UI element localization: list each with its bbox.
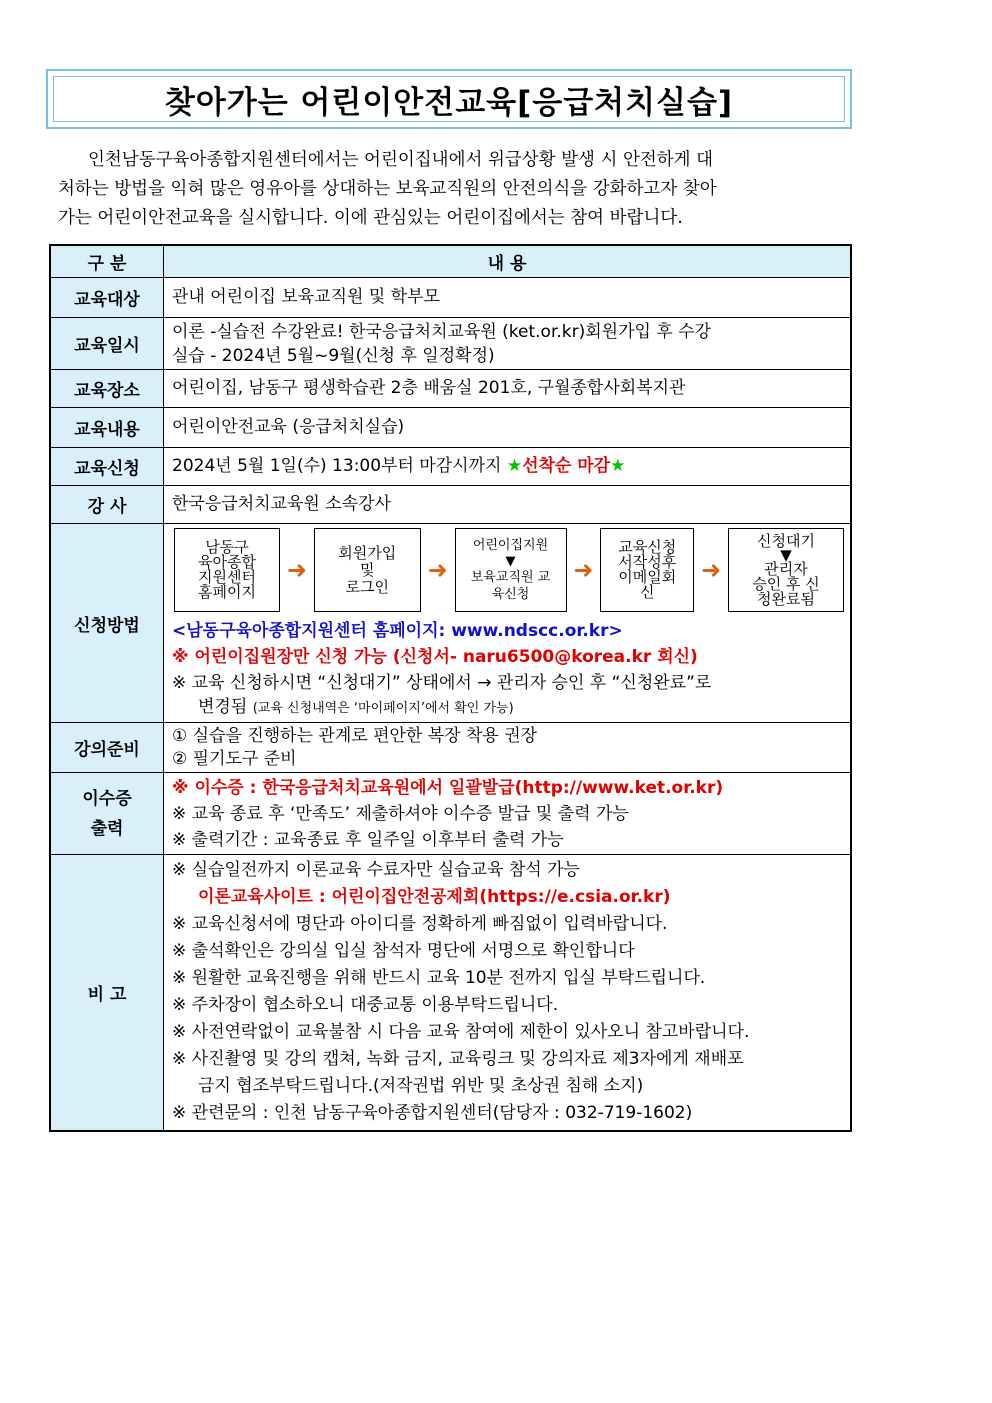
arrow-icon: ➜ — [701, 556, 722, 584]
homepage-link: <남동구육아종합지원센터 홈페이지: www.ndscc.or.kr> — [172, 621, 623, 641]
row-lecturer — [50, 486, 851, 524]
value-apply: 2024년 5월 1일(수) 13:00부터 마감시까지 ★선착순 마감★ — [164, 448, 852, 486]
step-apply: 어린이집지원 ▼ 보육교직원 교 육신청 — [455, 528, 567, 612]
value-place: 어린이집, 남동구 평생학습관 2층 배움실 201호, 구월종합사회복지관 — [164, 370, 852, 408]
info-table — [49, 244, 852, 1132]
arrow-icon: ➜ — [573, 556, 594, 584]
step-email: 교육신청 서작성후 이메일회 신 — [600, 528, 694, 612]
intro-line: 처하는 방법을 익혀 많은 영유아를 상대하는 보육교직원의 안전의식을 강화하고자 찾아 — [58, 179, 717, 199]
row-date — [50, 318, 851, 370]
step-signup: 회원가입 및 로그인 — [314, 528, 421, 612]
contact-info: ※ 관련문의 : 인천 남동구육아종합지원센터(담당자 : 032-719-1602) — [172, 1103, 693, 1124]
intro-paragraph — [58, 146, 848, 233]
header-category: 구 분 — [50, 245, 164, 278]
row-target — [50, 278, 851, 318]
label-place: 교육장소 — [50, 370, 164, 408]
label-prep: 강의준비 — [50, 723, 164, 773]
arrow-icon: ➜ — [427, 556, 448, 584]
star-icon: ★ — [610, 456, 626, 476]
label-date: 교육일시 — [50, 318, 164, 370]
label-remarks: 비 고 — [50, 855, 164, 1131]
value-content: 어린이안전교육 (응급처치실습) — [164, 408, 852, 448]
value-cert: ※ 이수증 : 한국응급처치교육원에서 일괄발급(http://www.ket.or.kr) ※ 교육 종료 후 ‘만족도’ 제출하셔야 이수증 발급 및 출력 가능 ※ 출력기간 : 교육종료 후 일주일 이후부터 출력 가능 — [164, 773, 852, 855]
value-date — [164, 318, 852, 370]
step-approval: 신청대기 ▼ 관리자 승인 후 신 청완료됨 — [728, 528, 844, 612]
date-line: 실습 - 2024년 5월~9월(신청 후 일정확정) — [172, 345, 495, 366]
intro-line: 가는 어린이안전교육을 실시합니다. 이에 관심있는 어린이집에서는 참여 바랍니다. — [58, 208, 683, 228]
label-cert: 이수증 출력 — [50, 773, 164, 855]
row-content — [50, 408, 851, 448]
date-line: 이론 -실습전 수강완료! 한국응급처치교육원 (ket.or.kr)회원가입 후 수강 — [172, 321, 712, 342]
intro-line: 인천남동구육아종합지원센터에서는 어린이집내에서 위급상황 발생 시 안전하게 대 — [88, 150, 714, 170]
process-steps — [172, 524, 844, 618]
label-apply: 교육신청 — [50, 448, 164, 486]
value-prep: ① 실습을 진행하는 관계로 편안한 복장 착용 권장 ② 필기도구 준비 — [164, 723, 852, 773]
header-content: 내 용 — [164, 245, 852, 278]
status-note: ※ 교육 신청하시면 “신청대기” 상태에서 → 관리자 승인 후 “신청완료”로 — [172, 673, 712, 693]
value-lecturer: 한국응급처치교육원 소속강사 — [164, 486, 852, 524]
row-prep — [50, 723, 851, 773]
director-only-note: ※ 어린이집원장만 신청 가능 (신청서- naru6500@korea.kr 회신) — [172, 647, 698, 667]
star-icon: ★ — [506, 456, 523, 476]
label-content: 교육내용 — [50, 408, 164, 448]
row-place — [50, 370, 851, 408]
step-homepage: 남동구 육아종합 지원센터 홈페이지 — [174, 528, 280, 612]
row-apply — [50, 448, 851, 486]
arrow-icon: ➜ — [286, 556, 307, 584]
table-header — [50, 245, 851, 278]
theory-site-link: 이론교육사이트 : 어린이집안전공제회(https://e.csia.or.kr) — [198, 887, 671, 908]
status-note-cont: 변경됨 (교육 신청내역은 ‘마이페이지’에서 확인 가능) — [198, 697, 514, 717]
label-lecturer: 강 사 — [50, 486, 164, 524]
value-remarks: ※ 실습일전까지 이론교육 수료자만 실습교육 참석 가능 이론교육사이트 : 어린이집안전공제회(https://e.csia.or.kr) ※ 교육신청서에 명단과 아이디를 정확하게 빠짐없이 입력바랍니다. ※ 출석확인은 강의실 입실 참석자 명단에 서명으로 확인합니다 ※ 원활한 교육진행을 위해 반드시 교육 10분 전까지 입실 부탁드립니다. ※ 주차장이 협소하오니 대중교통 이용부탁드립니다. ※ 사전연락없이 교육불참 시 다음 교육 참여에 제한이 있사오니 참고바랍니다. ※ 사진촬영 및 강의 캡쳐, 녹화 금지, 교육링크 및 강의자료 제3자에게 재배포 금지 협조부탁드립니다.(저작권법 위반 및 초상권 침해 소지) ※ 관련문의 : 인천 남동구육아종합지원센터(담당자 : 032-719-1602) — [164, 855, 852, 1131]
title-box — [46, 69, 852, 129]
label-method: 신청방법 — [50, 524, 164, 723]
page-title: 찾아가는 어린이안전교육[응급처치실습] — [53, 76, 845, 122]
deadline-highlight: 선착순 마감 — [522, 456, 611, 476]
label-target: 교육대상 — [50, 278, 164, 318]
row-remarks — [50, 855, 851, 1131]
row-cert — [50, 773, 851, 855]
value-method — [164, 524, 852, 723]
row-method — [50, 524, 851, 723]
value-target: 관내 어린이집 보육교직원 및 학부모 — [164, 278, 852, 318]
